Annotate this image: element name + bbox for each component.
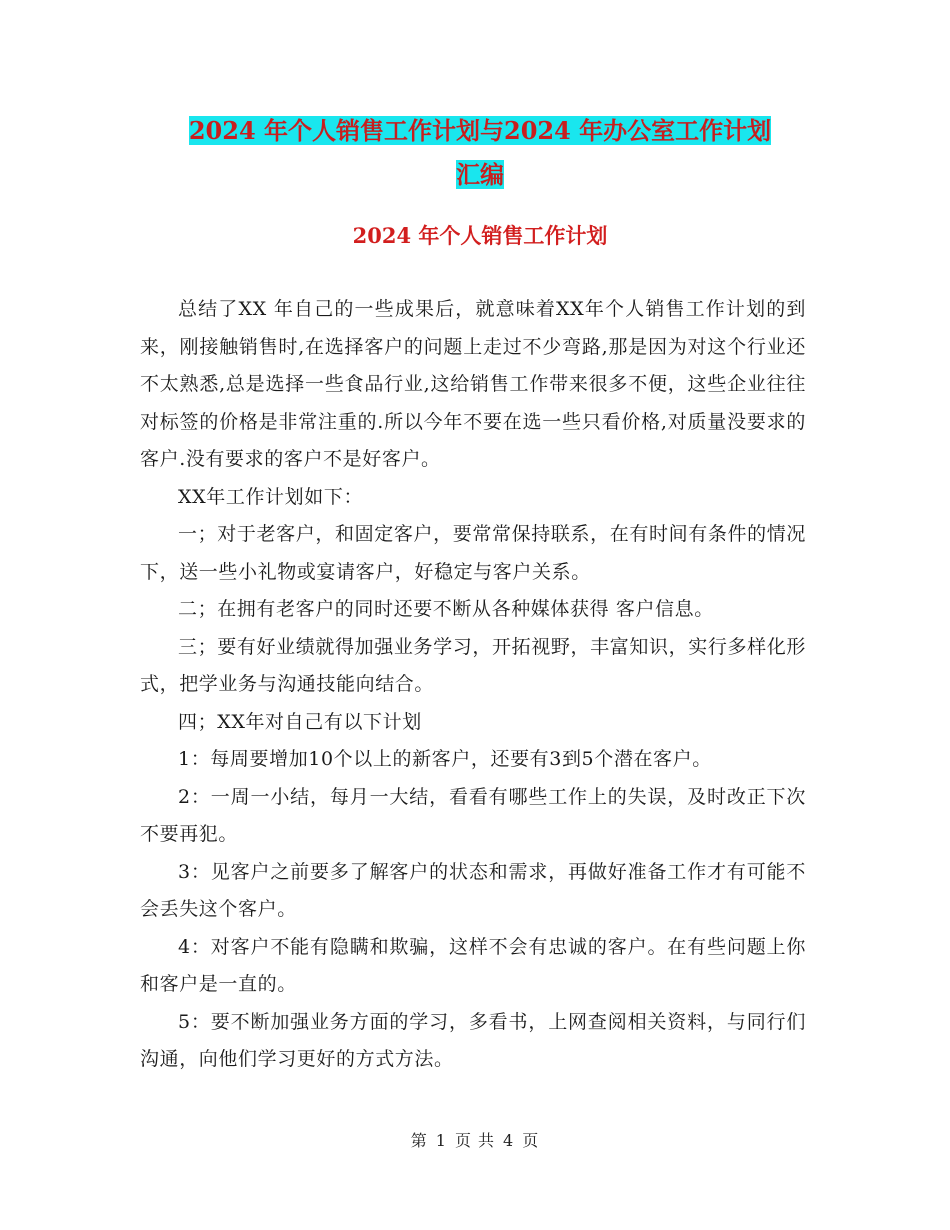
paragraph: 1：每周要增加10个以上的新客户，还要有3到5个潜在客户。 xyxy=(178,748,712,770)
section-heading: 2024 年个人销售工作计划 xyxy=(352,223,608,248)
document-title-line-2 xyxy=(140,152,820,198)
paragraph: 2：一周一小结，每月一大结，看看有哪些工作上的失误，及时改正下次不要再犯。 xyxy=(140,785,806,845)
footer-middle: 页 共 xyxy=(454,1131,496,1150)
paragraph: XX年工作计划如下： xyxy=(178,485,364,508)
document-body xyxy=(140,291,806,1079)
paragraph: 三；要有好业绩就得加强业务学习，开拓视野，丰富知识，实行多样化形式，把学业务与沟通技能向结合。 xyxy=(140,635,806,695)
footer-suffix: 页 xyxy=(522,1131,540,1150)
total-pages: 4 xyxy=(503,1131,515,1150)
document-title-text-1: 2024 年个人销售工作计划与2024 年办公室工作计划 xyxy=(188,116,772,145)
paragraph: 四；XX年对自己有以下计划 xyxy=(178,710,422,733)
document-title-line-1 xyxy=(140,108,820,154)
document-title-text-2: 汇编 xyxy=(456,160,504,189)
paragraph: 5：要不断加强业务方面的学习，多看书，上网查阅相关资料，与同行们沟通，向他们学习更好的方式方法。 xyxy=(140,1010,806,1070)
paragraph: 总结了XX 年自己的一些成果后，就意味着XX年个人销售工作计划的到来，刚接触销售时,在选择客户的问题上走过不少弯路,那是因为对这个行业还不太熟悉,总是选择一些食品行业,这给销售工作带来很多不便，这些企业往往对标签的价格是非常注重的.所以今年不要在选一些只看价格,对质量没要求的客户.没有要求的客户不是好客户。 xyxy=(140,298,806,470)
paragraph: 二；在拥有老客户的同时还要不断从各种媒体获得 客户信息。 xyxy=(178,598,714,620)
page-footer xyxy=(0,1128,950,1151)
paragraph: 3：见客户之前要多了解客户的状态和需求，再做好准备工作才有可能不会丢失这个客户。 xyxy=(140,860,806,920)
paragraph: 一；对于老客户，和固定客户，要常常保持联系，在有时间有条件的情况下，送一些小礼物或宴请客户，好稳定与客户关系。 xyxy=(140,523,806,583)
paragraph: 4：对客户不能有隐瞒和欺骗，这样不会有忠诚的客户。在有些问题上你和客户是一直的。 xyxy=(140,935,806,995)
footer-prefix: 第 xyxy=(410,1131,428,1150)
page-number: 1 xyxy=(435,1131,447,1150)
